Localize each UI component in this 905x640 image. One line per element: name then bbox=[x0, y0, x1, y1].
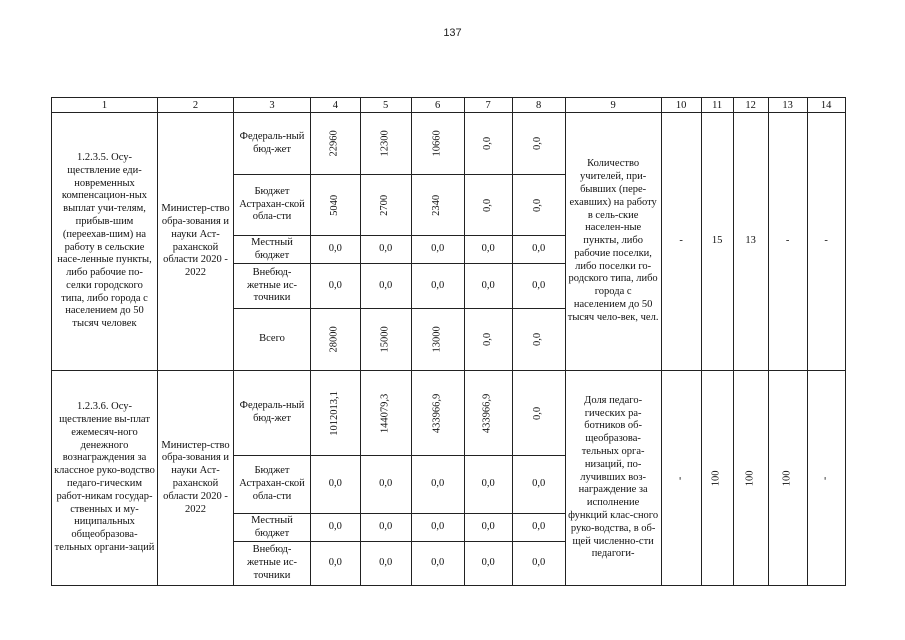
value-cell: 0,0 bbox=[464, 514, 512, 542]
value-cell: 2340 bbox=[411, 175, 464, 236]
value-cell: 0,0 bbox=[311, 514, 361, 542]
value-cell: 0,0 bbox=[411, 542, 464, 586]
value-cell: 10660 bbox=[411, 113, 464, 175]
value-cell: 0,0 bbox=[464, 113, 512, 175]
source-name: Бюджет Астрахан-ской обла-сти bbox=[234, 456, 311, 514]
value-cell: 0,0 bbox=[464, 175, 512, 236]
value-cell: 2700 bbox=[360, 175, 411, 236]
value-cell: 0,0 bbox=[311, 236, 361, 264]
column-number: 10 bbox=[661, 98, 701, 113]
target-cell: - bbox=[768, 113, 807, 371]
value-cell: 0,0 bbox=[464, 264, 512, 309]
value-cell: 0,0 bbox=[464, 456, 512, 514]
column-number: 6 bbox=[411, 98, 464, 113]
value-cell: 0,0 bbox=[360, 514, 411, 542]
activity-cell: 1.2.3.5. Осу-ществление еди-новременных компенсацион-ных выплат учи-телям, прибыв-шим (переехав-шим) на работу в сельские насе-ленные пункты, либо рабочие по-селки городского типа, либо города с населением до 50 тысяч человек bbox=[52, 113, 158, 371]
value-cell: 22960 bbox=[311, 113, 361, 175]
value-cell: 15000 bbox=[360, 309, 411, 371]
source-name: Всего bbox=[234, 309, 311, 371]
value-cell: 0,0 bbox=[464, 542, 512, 586]
value-cell: 0,0 bbox=[512, 309, 565, 371]
target-cell: 100 bbox=[733, 371, 768, 586]
program-table bbox=[51, 97, 846, 586]
value-cell: 0,0 bbox=[411, 264, 464, 309]
target-cell: 15 bbox=[701, 113, 733, 371]
column-number: 14 bbox=[807, 98, 845, 113]
source-name: Внебюд-жетные ис-точники bbox=[234, 264, 311, 309]
value-cell: 0,0 bbox=[512, 264, 565, 309]
value-cell: 12300 bbox=[360, 113, 411, 175]
value-cell: 0,0 bbox=[411, 236, 464, 264]
value-cell: 0,0 bbox=[512, 236, 565, 264]
value-cell: 0,0 bbox=[311, 456, 361, 514]
table-row bbox=[52, 113, 846, 175]
value-cell: 0,0 bbox=[464, 309, 512, 371]
value-cell: 0,0 bbox=[512, 113, 565, 175]
column-number: 3 bbox=[234, 98, 311, 113]
column-number: 8 bbox=[512, 98, 565, 113]
target-cell: 100 bbox=[701, 371, 733, 586]
activity-cell: 1.2.3.6. Осу-ществление вы-плат ежемесяч-ного денежного вознаграждения за классное руко-водство педаго-гическим работ-никам государ-ственных и му-ниципальных общеобразова-тельных органи-заций bbox=[52, 371, 158, 586]
value-cell: 0,0 bbox=[512, 456, 565, 514]
value-cell: 0,0 bbox=[311, 542, 361, 586]
value-cell: 0,0 bbox=[512, 514, 565, 542]
source-name: Федераль-ный бюд-жет bbox=[234, 371, 311, 456]
target-cell: 13 bbox=[733, 113, 768, 371]
column-number: 1 bbox=[52, 98, 158, 113]
value-cell: 0,0 bbox=[360, 456, 411, 514]
column-number: 11 bbox=[701, 98, 733, 113]
column-number: 5 bbox=[360, 98, 411, 113]
column-number: 13 bbox=[768, 98, 807, 113]
indicator-cell: Количество учителей, при-бывших (пере-ехавших) на работу в сель-ские населен-ные пункты, либо рабочие поселки, либо поселки го-родского типа, либо города с населением до 50 тысяч чело-век, чел. bbox=[565, 113, 661, 371]
value-cell: 0,0 bbox=[360, 236, 411, 264]
source-name: Местный бюджет bbox=[234, 236, 311, 264]
column-number: 12 bbox=[733, 98, 768, 113]
source-name: Местный бюджет bbox=[234, 514, 311, 542]
value-cell: 0,0 bbox=[411, 456, 464, 514]
page-number: 137 bbox=[443, 27, 462, 39]
column-number: 7 bbox=[464, 98, 512, 113]
value-cell: 0,0 bbox=[411, 514, 464, 542]
value-cell: 144079,3 bbox=[360, 371, 411, 456]
source-name: Федераль-ный бюд-жет bbox=[234, 113, 311, 175]
target-cell: - bbox=[661, 113, 701, 371]
column-number-row bbox=[52, 98, 846, 113]
indicator-cell: Доля педаго-гических ра-ботников об-щеобразова-тельных орга-низаций, по-лучивших воз-награждение за исполнение функций клас-сного руко-водства, в об-щей численно-сти педагоги- bbox=[565, 371, 661, 586]
column-number: 4 bbox=[311, 98, 361, 113]
target-cell: - bbox=[807, 371, 845, 586]
value-cell: 13000 bbox=[411, 309, 464, 371]
value-cell: 28000 bbox=[311, 309, 361, 371]
source-name: Бюджет Астрахан-ской обла-сти bbox=[234, 175, 311, 236]
executor-cell: Министер-ство обра-зования и науки Аст-раханской области 2020 - 2022 bbox=[158, 113, 234, 371]
target-cell: - bbox=[661, 371, 701, 586]
value-cell: 433966,9 bbox=[411, 371, 464, 456]
value-cell: 5040 bbox=[311, 175, 361, 236]
table-row bbox=[52, 371, 846, 456]
value-cell: 0,0 bbox=[512, 175, 565, 236]
value-cell: 0,0 bbox=[360, 264, 411, 309]
source-name: Внебюд-жетные ис-точники bbox=[234, 542, 311, 586]
column-number: 2 bbox=[158, 98, 234, 113]
executor-cell: Министер-ство обра-зования и науки Аст-раханской области 2020 - 2022 bbox=[158, 371, 234, 586]
value-cell: 1012013,1 bbox=[311, 371, 361, 456]
value-cell: 0,0 bbox=[512, 542, 565, 586]
value-cell: 0,0 bbox=[360, 542, 411, 586]
value-cell: 0,0 bbox=[512, 371, 565, 456]
value-cell: 0,0 bbox=[464, 236, 512, 264]
value-cell: 433966,9 bbox=[464, 371, 512, 456]
target-cell: - bbox=[807, 113, 845, 371]
column-number: 9 bbox=[565, 98, 661, 113]
value-cell: 0,0 bbox=[311, 264, 361, 309]
target-cell: 100 bbox=[768, 371, 807, 586]
